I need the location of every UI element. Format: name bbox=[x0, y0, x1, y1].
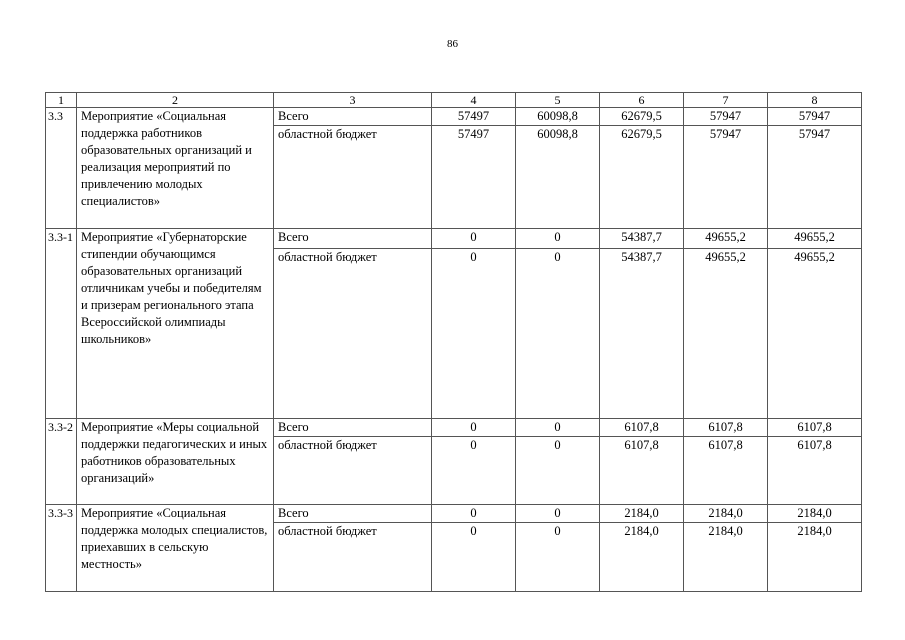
value-cell: 57947 bbox=[768, 126, 862, 229]
table-row bbox=[46, 419, 862, 437]
value-cell: 54387,7 bbox=[600, 229, 684, 249]
value-cell: 6107,8 bbox=[600, 419, 684, 437]
value-cell: 2184,0 bbox=[768, 523, 862, 592]
table-row bbox=[46, 229, 862, 249]
value-cell: 60098,8 bbox=[516, 126, 600, 229]
value-cell: 57497 bbox=[432, 108, 516, 126]
funding-source: Всего bbox=[274, 419, 432, 437]
value-cell: 6107,8 bbox=[600, 437, 684, 505]
column-header: 6 bbox=[600, 93, 684, 108]
value-cell: 57947 bbox=[768, 108, 862, 126]
value-cell: 2184,0 bbox=[684, 523, 768, 592]
value-cell: 6107,8 bbox=[684, 437, 768, 505]
column-header: 1 bbox=[46, 93, 77, 108]
row-name: Мероприятие «Губернаторские стипендии обучающимся образовательных организаций отличникам учебы и победителям и призерам регионального этапа Всероссийской олимпиады школьников» bbox=[77, 229, 274, 419]
row-name: Мероприятие «Социальная поддержка работников образовательных организаций и реализация мероприятий по привлечению молодых специалистов» bbox=[77, 108, 274, 229]
row-name: Мероприятие «Меры социальной поддержки педагогических и иных работников образовательных организаций» bbox=[77, 419, 274, 505]
column-header: 8 bbox=[768, 93, 862, 108]
value-cell: 0 bbox=[432, 523, 516, 592]
table-row bbox=[46, 108, 862, 126]
value-cell: 0 bbox=[432, 249, 516, 419]
value-cell: 57497 bbox=[432, 126, 516, 229]
value-cell: 49655,2 bbox=[768, 229, 862, 249]
value-cell: 60098,8 bbox=[516, 108, 600, 126]
value-cell: 0 bbox=[516, 419, 600, 437]
value-cell: 6107,8 bbox=[684, 419, 768, 437]
value-cell: 0 bbox=[516, 523, 600, 592]
value-cell: 54387,7 bbox=[600, 249, 684, 419]
funding-source: областной бюджет bbox=[274, 523, 432, 592]
value-cell: 0 bbox=[516, 505, 600, 523]
value-cell: 49655,2 bbox=[684, 249, 768, 419]
table-row bbox=[46, 505, 862, 523]
column-header: 3 bbox=[274, 93, 432, 108]
header-row bbox=[46, 93, 862, 108]
value-cell: 57947 bbox=[684, 108, 768, 126]
row-code: 3.3-3 bbox=[46, 505, 77, 592]
value-cell: 49655,2 bbox=[768, 249, 862, 419]
funding-source: Всего bbox=[274, 229, 432, 249]
funding-source: Всего bbox=[274, 505, 432, 523]
value-cell: 6107,8 bbox=[768, 419, 862, 437]
value-cell: 49655,2 bbox=[684, 229, 768, 249]
row-code: 3.3 bbox=[46, 108, 77, 229]
row-code: 3.3-2 bbox=[46, 419, 77, 505]
value-cell: 2184,0 bbox=[600, 523, 684, 592]
value-cell: 0 bbox=[432, 437, 516, 505]
funding-source: областной бюджет bbox=[274, 437, 432, 505]
page-number: 86 bbox=[447, 38, 458, 50]
row-code: 3.3-1 bbox=[46, 229, 77, 419]
row-name: Мероприятие «Социальная поддержка молодых специалистов, приехавших в сельскую местность» bbox=[77, 505, 274, 592]
funding-source: Всего bbox=[274, 108, 432, 126]
column-header: 5 bbox=[516, 93, 600, 108]
value-cell: 57947 bbox=[684, 126, 768, 229]
value-cell: 62679,5 bbox=[600, 126, 684, 229]
value-cell: 0 bbox=[516, 249, 600, 419]
column-header: 7 bbox=[684, 93, 768, 108]
value-cell: 62679,5 bbox=[600, 108, 684, 126]
budget-table bbox=[45, 92, 862, 592]
value-cell: 0 bbox=[516, 437, 600, 505]
value-cell: 2184,0 bbox=[600, 505, 684, 523]
column-header: 2 bbox=[77, 93, 274, 108]
value-cell: 2184,0 bbox=[684, 505, 768, 523]
value-cell: 2184,0 bbox=[768, 505, 862, 523]
value-cell: 6107,8 bbox=[768, 437, 862, 505]
column-header: 4 bbox=[432, 93, 516, 108]
value-cell: 0 bbox=[432, 419, 516, 437]
funding-source: областной бюджет bbox=[274, 126, 432, 229]
value-cell: 0 bbox=[432, 229, 516, 249]
value-cell: 0 bbox=[432, 505, 516, 523]
funding-source: областной бюджет bbox=[274, 249, 432, 419]
value-cell: 0 bbox=[516, 229, 600, 249]
